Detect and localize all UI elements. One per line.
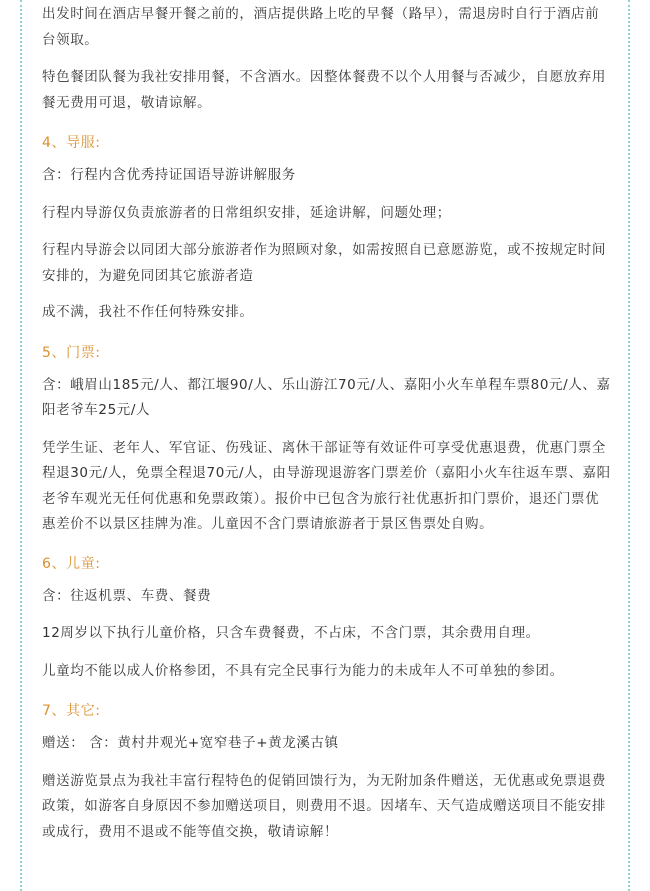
heading-other: 7、其它:: [42, 703, 101, 719]
paragraph-tickets-discount: 凭学生证、老年人、军官证、伤残证、离休干部证等有效证件可享受优惠退费，优惠门票全程退30元/人，免票全程退70元/人，由导游现退游客门票差价（嘉阳小火车往返车票、嘉阳老爷车观光无任何优惠和免票政策）。报价中已包含为旅行社优惠折扣门票价，退还门票优惠差价不以景区挂牌为准。儿童因不含门票请旅游者于景区售票处自购。: [42, 439, 611, 532]
paragraph-gift-included: 赠送： 含：黄村井观光+宽窄巷子+黄龙溪古镇: [42, 735, 339, 751]
paragraph-children-policy: 儿童均不能以成人价格参团，不具有完全民事行为能力的未成年人不可单独的参团。: [42, 662, 564, 679]
paragraph-guide-note: 成不满，我社不作任何特殊安排。: [42, 304, 254, 320]
paragraph-gift-policy: 赠送游览景点为我社丰富行程特色的促销回馈行为，为无附加条件赠送，无优惠或免票退费政策，如游客自身原因不参加赠送项目，则费用不退。因堵车、天气造成赠送项目不能安排或成行，费用不退或不能等值交换，敬请谅解！: [42, 772, 606, 840]
paragraph-tickets-included: 含：峨眉山185元/人、都江堰90/人、乐山游江70元/人、嘉阳小火车单程车票80元/人、嘉阳老爷车25元/人: [42, 376, 611, 418]
paragraph-guide-included: 含：行程内含优秀持证国语导游讲解服务: [42, 167, 296, 183]
paragraph-guide-policy: 行程内导游会以同团大部分旅游者作为照顾对象，如需按照自已意愿游览，或不按规定时间安排的，为避免同团其它旅游者造: [42, 242, 606, 284]
heading-tickets: 5、门票:: [42, 344, 101, 361]
paragraph-meals: 特色餐团队餐为我社安排用餐，不含酒水。因整体餐费不以个人用餐与否减少，自愿放弃用餐无费用可退，敬请谅解。: [42, 69, 606, 111]
article-body: [42, 2, 612, 845]
heading-children: 6、儿童:: [42, 555, 101, 572]
paragraph-breakfast: 出发时间在酒店早餐开餐之前的，酒店提供路上吃的早餐（路早），需退房时自行于酒店前台领取。: [42, 6, 600, 48]
heading-guide: 4、导服:: [42, 135, 101, 151]
paragraph-guide-duty: 行程内导游仅负责旅游者的日常组织安排，延途讲解，问题处理；: [42, 204, 451, 221]
paragraph-children-price: 12周岁以下执行儿童价格，只含车费餐费，不占床，不含门票，其余费用自理。: [42, 625, 540, 641]
paragraph-children-included: 含：往返机票、车费、餐费: [42, 587, 212, 604]
